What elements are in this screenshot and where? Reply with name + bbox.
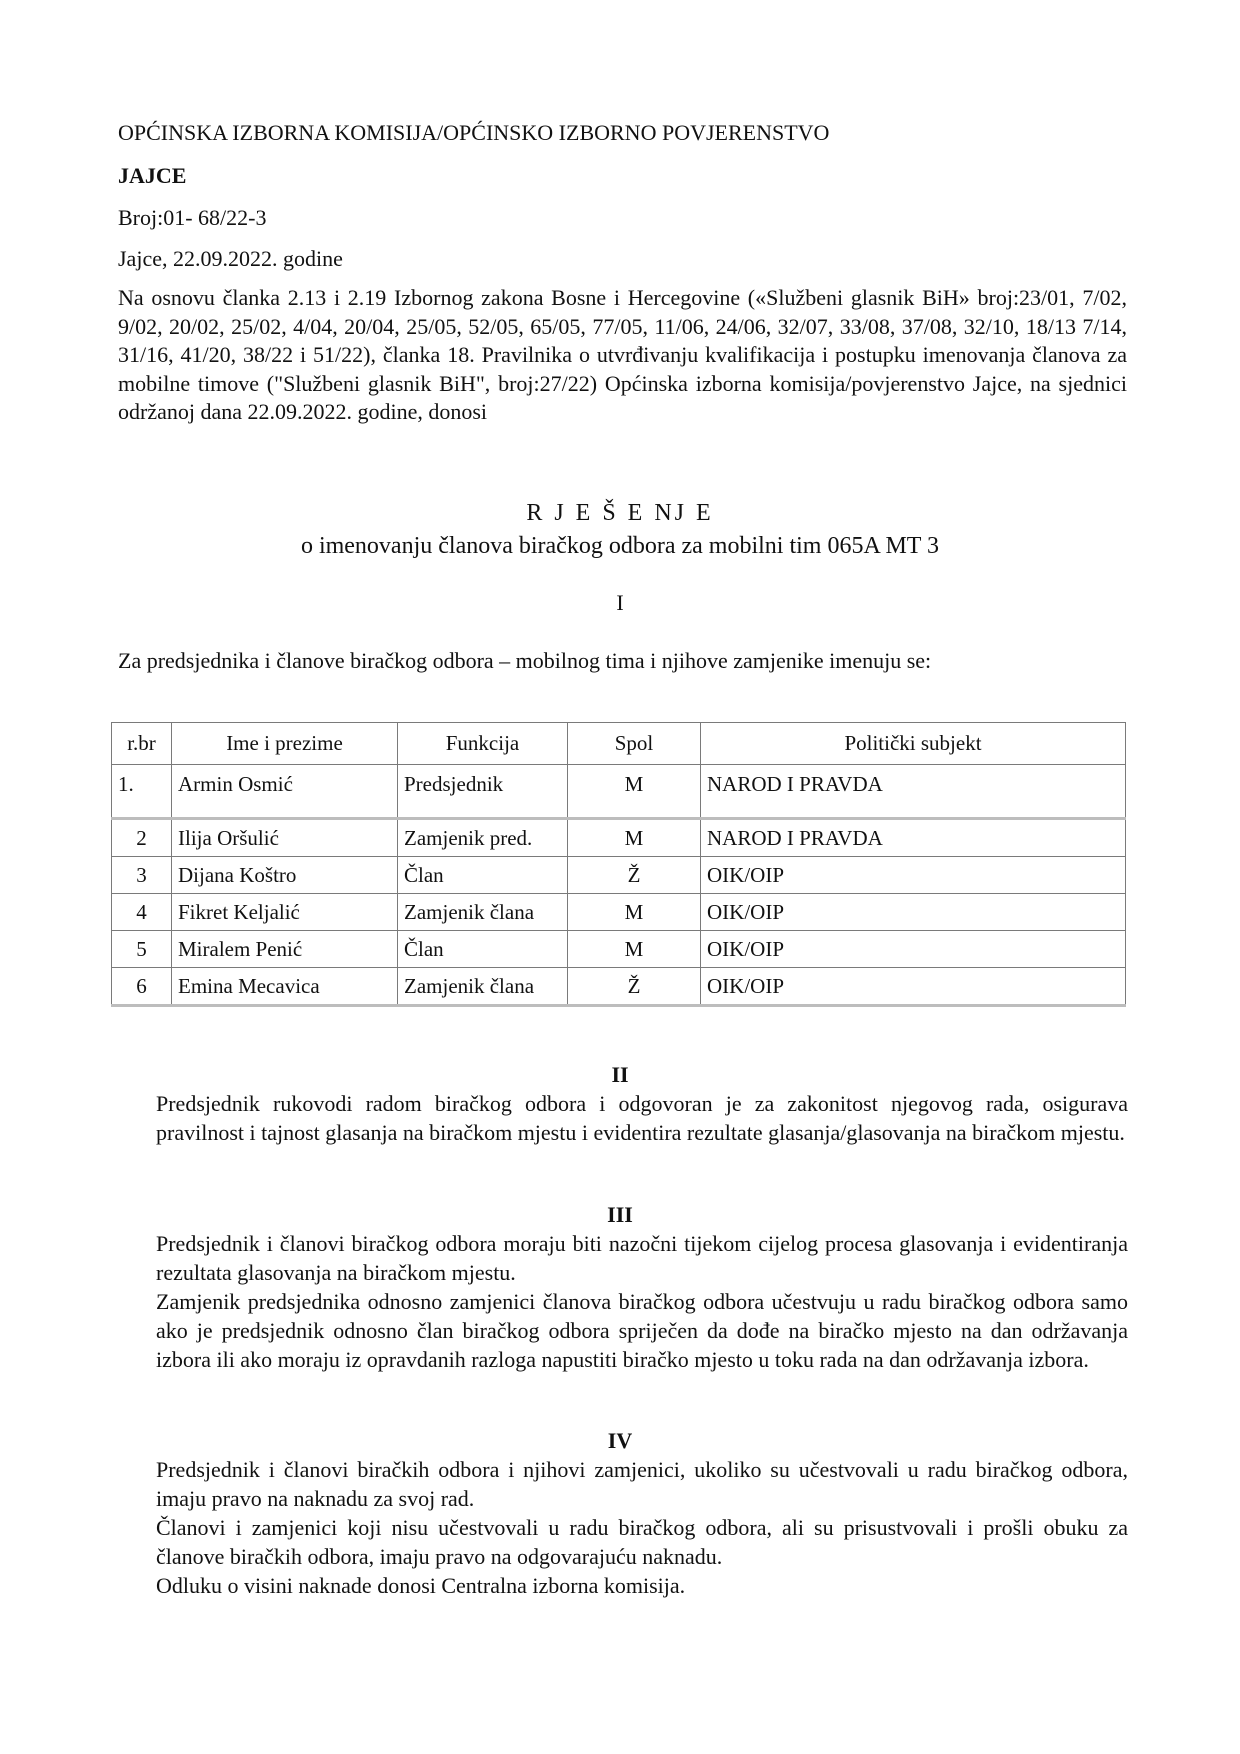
cell-function: Zamjenik člana: [398, 894, 568, 931]
cell-no: 1.: [112, 765, 172, 819]
members-table: [111, 722, 1126, 1007]
cell-party: OIK/OIP: [701, 968, 1126, 1006]
cell-no: 4: [112, 894, 172, 931]
cell-function: Zamjenik člana: [398, 968, 568, 1006]
cell-name: Miralem Penić: [172, 931, 398, 968]
table-row: [112, 857, 1126, 894]
section-2-numeral: II: [611, 1062, 629, 1087]
header-sex: Spol: [568, 723, 701, 765]
table-row: [112, 894, 1126, 931]
cell-function: Član: [398, 931, 568, 968]
cell-name: Ilija Oršulić: [172, 819, 398, 857]
institution-name: OPĆINSKA IZBORNA KOMISIJA/OPĆINSKO IZBORNO POVJERENSTVO: [118, 120, 830, 145]
cell-name: Fikret Keljalić: [172, 894, 398, 931]
cell-party: NAROD I PRAVDA: [701, 765, 1126, 819]
cell-no: 2: [112, 819, 172, 857]
section-4-paragraph: Članovi i zamjenici koji nisu učestvovali u radu biračkog odbora, ali su prisustvovali i prošli obuku za članove biračkih odbora, imaju pravo na odgovarajuću naknadu.: [156, 1515, 1128, 1569]
cell-sex: Ž: [568, 968, 701, 1006]
cell-function: Predsjednik: [398, 765, 568, 819]
section-2-body: [156, 1089, 1128, 1147]
cell-party: NAROD I PRAVDA: [701, 819, 1126, 857]
cell-function: Zamjenik pred.: [398, 819, 568, 857]
section-4-paragraph: Predsjednik i članovi biračkih odbora i njihovi zamjenici, ukoliko su učestvovali u radu biračkog odbora, imaju pravo na naknadu za svoj rad.: [156, 1457, 1128, 1511]
cell-sex: M: [568, 765, 701, 819]
cell-name: Armin Osmić: [172, 765, 398, 819]
cell-party: OIK/OIP: [701, 931, 1126, 968]
decision-subtitle: o imenovanju članova biračkog odbora za mobilni tim 065A MT 3: [300, 533, 940, 559]
section-3-paragraph: Zamjenik predsjednika odnosno zamjenici članova biračkog odbora učestvuju u radu biračkog odbora samo ako je predsjednik odnosno član biračkog odbora spriječen da dođe na biračko mjesto na dan održavanja izbora ili ako moraju iz opravdanih razloga napustiti biračko mjesto u toku rada na dan održavanja izbora.: [156, 1289, 1128, 1372]
municipality-name: JAJCE: [118, 163, 187, 188]
cell-function: Član: [398, 857, 568, 894]
cell-no: 3: [112, 857, 172, 894]
table-row: [112, 931, 1126, 968]
section-3-body: [156, 1229, 1128, 1374]
cell-party: OIK/OIP: [701, 857, 1126, 894]
section-4-paragraph: Odluku o visini naknade donosi Centralna izborna komisija.: [156, 1573, 686, 1598]
reference-number: Broj:01- 68/22-3: [118, 205, 267, 230]
table-header-row: [112, 723, 1126, 765]
cell-no: 5: [112, 931, 172, 968]
section-2-paragraph: Predsjednik rukovodi radom biračkog odbora i odgovoran je za zakonitost njegovog rada, osigurava pravilnost i tajnost glasanja na biračkom mjestu i evidentira rezultate glasanja/glasovanja na biračkom mjestu.: [156, 1091, 1128, 1145]
cell-sex: M: [568, 894, 701, 931]
table-row: [112, 819, 1126, 857]
cell-name: Dijana Koštro: [172, 857, 398, 894]
cell-party: OIK/OIP: [701, 894, 1126, 931]
preamble-paragraph: Na osnovu članka 2.13 i 2.19 Izbornog zakona Bosne i Hercegovine («Službeni glasnik BiH» broj:23/01, 7/02, 9/02, 20/02, 25/02, 4/04, 20/04, 25/05, 52/05, 65/05, 77/05, 11/06, 24/06, 32/07, 33/08, 37/08, 32/10, 18/13 7/14, 31/16, 41/20, 38/22 i 51/22), članka 18. Pravilnika o utvrđivanju kvalifikacija i postupku imenovanja članova za mobilne timove ("Službeni glasnik BiH", broj:27/22) Općinska izborna komisija/povjerenstvo Jajce, na sjednici održanoj dana 22.09.2022. godine, donosi: [118, 285, 1127, 424]
section-1-numeral: I: [616, 590, 624, 615]
header-function: Funkcija: [398, 723, 568, 765]
table-row: [112, 968, 1126, 1006]
header-rbr: r.br: [112, 723, 172, 765]
cell-sex: Ž: [568, 857, 701, 894]
cell-sex: M: [568, 819, 701, 857]
header-party: Politički subjekt: [701, 723, 1126, 765]
cell-name: Emina Mecavica: [172, 968, 398, 1006]
section-1-lead: Za predsjednika i članove biračkog odbora – mobilnog tima i njihove zamjenike imenuju se:: [118, 648, 932, 673]
section-3-paragraph: Predsjednik i članovi biračkog odbora moraju biti nazočni tijekom cijelog procesa glasovanja i evidentiranja rezultata glasovanja na biračkom mjestu.: [156, 1231, 1128, 1285]
place-date: Jajce, 22.09.2022. godine: [118, 246, 343, 271]
cell-no: 6: [112, 968, 172, 1006]
section-4-numeral: IV: [607, 1428, 633, 1453]
decision-title: R J E Š E NJ E: [526, 500, 714, 526]
cell-sex: M: [568, 931, 701, 968]
section-3-numeral: III: [607, 1202, 633, 1227]
section-4-body: [156, 1455, 1128, 1600]
header-name: Ime i prezime: [172, 723, 398, 765]
table-row: [112, 765, 1126, 819]
